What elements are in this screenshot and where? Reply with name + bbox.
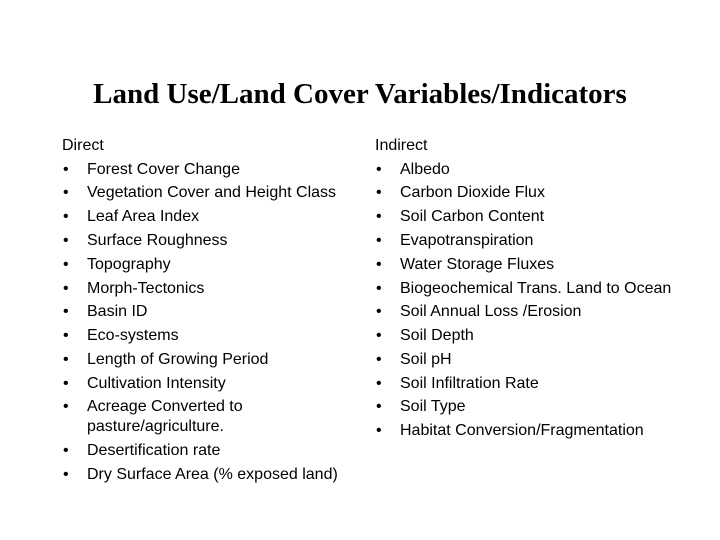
indirect-item-label: Soil pH <box>400 350 452 368</box>
indirect-item-label: Soil Type <box>400 398 466 416</box>
bullet-icon: • <box>63 255 69 273</box>
bullet-icon: • <box>376 279 382 297</box>
bullet-icon: • <box>376 255 382 273</box>
direct-item-label: Dry Surface Area (% exposed land) <box>87 465 338 483</box>
indirect-item <box>375 374 675 394</box>
indirect-item-label: Water Storage Fluxes <box>400 255 555 273</box>
indirect-item <box>375 397 675 417</box>
direct-item <box>62 374 352 394</box>
indirect-item <box>375 207 675 227</box>
direct-item <box>62 279 352 299</box>
bullet-icon: • <box>63 279 69 297</box>
indirect-item <box>375 421 675 441</box>
indirect-item-label: Soil Carbon Content <box>400 208 545 226</box>
bullet-icon: • <box>376 303 382 321</box>
direct-item <box>62 397 352 436</box>
bullet-icon: • <box>63 350 69 368</box>
direct-item <box>62 441 352 461</box>
bullet-icon: • <box>376 327 382 345</box>
direct-item <box>62 207 352 227</box>
direct-item-label: Topography <box>87 255 171 273</box>
indirect-list <box>375 160 675 441</box>
direct-item <box>62 255 352 275</box>
direct-item <box>62 183 352 203</box>
direct-list <box>62 160 352 485</box>
direct-item-label: Vegetation Cover and Height Class <box>87 184 337 202</box>
bullet-icon: • <box>63 374 69 392</box>
bullet-icon: • <box>63 398 69 416</box>
indirect-item-label: Biogeochemical Trans. Land to Ocean <box>400 279 672 297</box>
indirect-item <box>375 302 675 322</box>
direct-item-label: Leaf Area Index <box>87 208 200 226</box>
bullet-icon: • <box>376 160 382 178</box>
indirect-item <box>375 255 675 275</box>
direct-item <box>62 302 352 322</box>
direct-item <box>62 326 352 346</box>
indirect-item <box>375 350 675 370</box>
direct-item <box>62 350 352 370</box>
indirect-item <box>375 326 675 346</box>
direct-item-label: Eco-systems <box>87 327 179 345</box>
direct-item-label: Forest Cover Change <box>87 160 240 178</box>
bullet-icon: • <box>376 398 382 416</box>
bullet-icon: • <box>63 184 69 202</box>
bullet-icon: • <box>63 208 69 226</box>
direct-item-label: Cultivation Intensity <box>87 374 226 392</box>
direct-item <box>62 465 352 485</box>
direct-item-label: Acreage Converted to pasture/agriculture. <box>87 398 243 435</box>
indirect-item-label: Albedo <box>400 160 450 178</box>
bullet-icon: • <box>63 231 69 249</box>
indirect-item <box>375 160 675 180</box>
direct-column <box>62 136 352 488</box>
bullet-icon: • <box>376 374 382 392</box>
direct-item <box>62 160 352 180</box>
indirect-item-label: Soil Annual Loss /Erosion <box>400 303 582 321</box>
bullet-icon: • <box>63 303 69 321</box>
indirect-heading: Indirect <box>375 137 428 154</box>
bullet-icon: • <box>63 327 69 345</box>
bullet-icon: • <box>376 350 382 368</box>
bullet-icon: • <box>376 184 382 202</box>
slide-title: Land Use/Land Cover Variables/Indicators <box>93 78 627 110</box>
direct-item-label: Surface Roughness <box>87 231 228 249</box>
indirect-column <box>375 136 675 445</box>
indirect-item-label: Soil Depth <box>400 327 474 345</box>
bullet-icon: • <box>63 441 69 459</box>
direct-item-label: Basin ID <box>87 303 148 321</box>
direct-item-label: Desertification rate <box>87 441 221 459</box>
indirect-item <box>375 183 675 203</box>
direct-heading: Direct <box>62 137 104 154</box>
indirect-item-label: Soil Infiltration Rate <box>400 374 539 392</box>
indirect-item <box>375 231 675 251</box>
bullet-icon: • <box>376 422 382 440</box>
direct-item-label: Morph-Tectonics <box>87 279 205 297</box>
bullet-icon: • <box>63 160 69 178</box>
indirect-item-label: Habitat Conversion/Fragmentation <box>400 422 644 440</box>
indirect-item-label: Carbon Dioxide Flux <box>400 184 545 202</box>
direct-item <box>62 231 352 251</box>
bullet-icon: • <box>376 208 382 226</box>
indirect-item-label: Evapotranspiration <box>400 231 534 249</box>
indirect-item <box>375 279 675 299</box>
direct-item-label: Length of Growing Period <box>87 350 269 368</box>
bullet-icon: • <box>63 465 69 483</box>
bullet-icon: • <box>376 231 382 249</box>
